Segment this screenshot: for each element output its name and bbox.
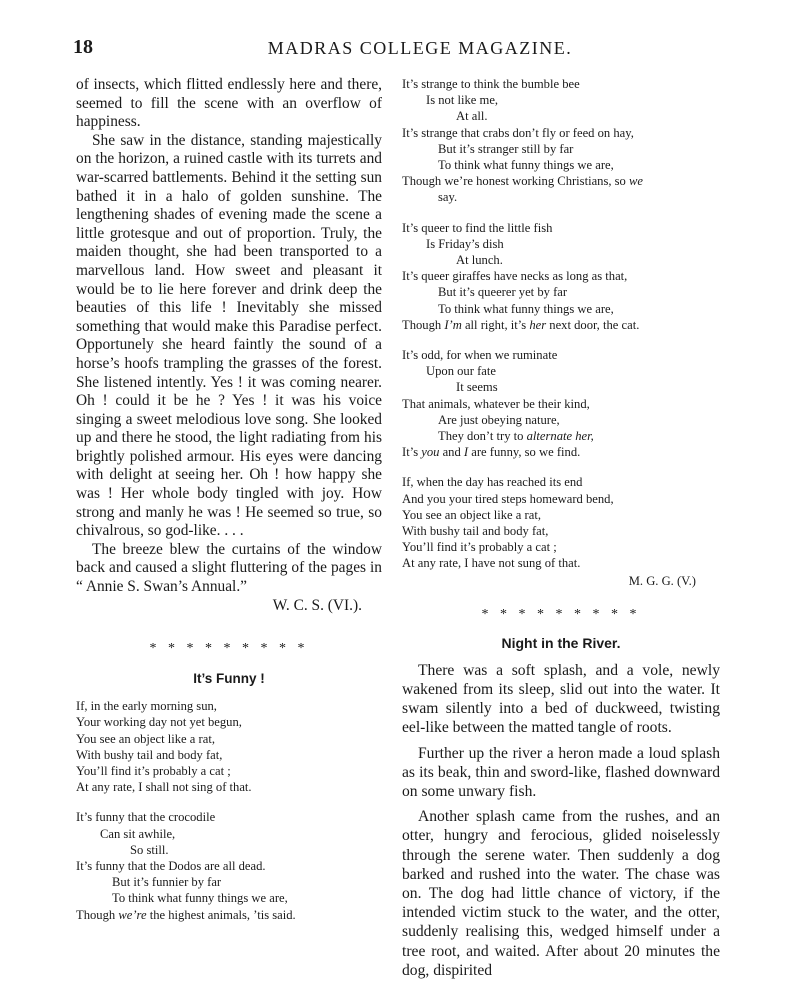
poem-line: At any rate, I have not sung of that.: [402, 556, 581, 571]
poem-line: Can sit awhile,: [100, 826, 176, 841]
poem-line: If, in the early morning sun,: [76, 699, 217, 714]
section-separator: * * * * * * * * *: [481, 606, 641, 622]
poem-text: Though: [76, 907, 119, 922]
poem-line: [402, 444, 720, 460]
poem-text: all right, it’s: [461, 317, 530, 332]
poem-text: Though we’re honest working Christians, so: [402, 174, 630, 189]
poem-emphasis: we: [629, 174, 644, 189]
poem-signature: M. G. G. (V.): [628, 573, 696, 588]
poem-line: It seems: [456, 380, 498, 395]
poem-line: It’s strange that crabs don’t fly or feed on hay,: [402, 125, 634, 140]
poem-title: It’s Funny !: [193, 671, 265, 687]
poem-text: the highest animals, ’tis said.: [146, 907, 296, 922]
poem-line: [402, 428, 720, 444]
story-night-in-the-river: [402, 661, 720, 980]
poem-line: It’s queer to find the little fish: [402, 220, 553, 235]
poem-line: To think what funny things we are,: [438, 301, 614, 316]
poem-line: That animals, whatever be their kind,: [402, 396, 590, 411]
poem-line: But it’s stranger still by far: [438, 141, 574, 156]
poem-stanza: [402, 76, 720, 206]
left-column: [76, 76, 382, 937]
poem-emphasis: alternate her,: [526, 429, 594, 444]
poem-line: To think what funny things we are,: [438, 158, 614, 173]
poem-emphasis: I’m: [444, 317, 462, 332]
poem-line: And you your tired steps homeward bend,: [402, 491, 614, 506]
poem-text: It’s: [402, 445, 422, 460]
poem-line: But it’s queerer yet by far: [438, 285, 568, 300]
page-number: 18: [73, 36, 93, 58]
poem-line: It’s funny that the crocodile: [76, 810, 216, 825]
poem-line: [402, 173, 720, 189]
poem-line: At any rate, I shall not sing of that.: [76, 780, 252, 795]
poem-stanza: [402, 347, 720, 460]
story-paragraph: She saw in the distance, standing majestically on the horizon, a ruined castle with its turrets and war-scarred battlements. Behind it the setting sun bathed it in a halo of golden sunshine. The lengthening shades of evening made the scene a little grotesque and out of proportion. Truly, the maiden thought, she had been transported to a marvellous land. How sweet and pleasant it would be to lie here forever and drink deep the beauties of this life ! Inevitably she missed something that would make this Paradise perfect. Opportunely she heard faintly the sound of a horse’s hoofs trampling the grasses of the forest. She listened intently. Yes ! it was coming nearer. Oh ! could it be he ? Yes ! it was his voice singing a sweet melodious love song. She looked up and there he stood, the light radiating from his brightly polished armour. His eyes were dancing with delight at seeing her. Oh ! how happy she was ! Her whole body tingled with joy. How strong and manly he was ! He seemed so true, so chivalrous, so god-like. . . .: [76, 131, 382, 540]
poem-line: Your working day not yet begun,: [76, 715, 242, 730]
poem-text: are funny, so we find.: [468, 445, 581, 460]
poem-line: With bushy tail and body fat,: [402, 524, 549, 539]
poem-line: It’s queer giraffes have necks as long as that,: [402, 269, 628, 284]
poem-line: You see an object like a rat,: [76, 731, 215, 746]
story-paragraph: Another splash came from the rushes, and an otter, hungry and ferocious, glided noiselessly through the serene water. Then suddenly a dog barked and rushed into the water. The chase was on. The dog had little chance of victory, if the intended victim stuck to the water, and the otter, suddenly realising this, wedged himself under a tree root, and waited. After about 20 minutes the dog, dispirited: [402, 808, 720, 979]
poem-line: Is Friday’s dish: [426, 236, 504, 251]
poem-stanza: [76, 809, 382, 922]
poem-text: and: [439, 445, 464, 460]
poem-emphasis: I: [463, 445, 469, 460]
poem-line: Upon our fate: [426, 364, 496, 379]
story-title: Night in the River.: [501, 634, 621, 651]
poem-line: It’s odd, for when we ruminate: [402, 348, 558, 363]
poem-line: Are just obeying nature,: [438, 412, 560, 427]
story-signature: W. C. S. (VI.).: [272, 596, 362, 614]
story-paragraph: There was a soft splash, and a vole, newly wakened from its sleep, slid out into the water. It swam silently into a bed of duckweed, twisting eel-like between the matted tangle of roots.: [402, 661, 720, 737]
poem-emphasis: you: [421, 445, 440, 460]
right-column: [402, 76, 720, 986]
poem-stanza: [402, 474, 720, 571]
poem-line: Is not like me,: [426, 93, 499, 108]
poem-line: With bushy tail and body fat,: [76, 747, 223, 762]
poem-emphasis: her: [529, 317, 547, 332]
poem-line: say.: [438, 190, 458, 205]
poem-line: At all.: [456, 109, 488, 124]
poem-line: But it’s funnier by far: [112, 875, 222, 890]
poem-line: At lunch.: [456, 253, 503, 268]
section-separator: * * * * * * * * *: [149, 641, 309, 657]
story-continuation: [76, 76, 382, 597]
poem-line: So still.: [130, 842, 169, 857]
poem-text: They don’t try to: [438, 429, 527, 444]
poem-line: You’ll find it’s probably a cat ;: [76, 764, 231, 779]
story-paragraph: of insects, which flitted endlessly here and there, seemed to fill the scene with an overflow of happiness.: [76, 76, 382, 131]
running-head: MADRAS COLLEGE MAGAZINE.: [267, 38, 573, 58]
poem-stanza: [76, 698, 382, 795]
poem-line: To think what funny things we are,: [112, 891, 288, 906]
poem-line: It’s strange to think the bumble bee: [402, 77, 580, 91]
poem-line: [76, 907, 382, 923]
poem-line: It’s funny that the Dodos are all dead.: [76, 859, 266, 874]
poem-line: [402, 317, 720, 333]
poem: [76, 698, 382, 923]
poem-line: If, when the day has reached its end: [402, 475, 583, 490]
poem-emphasis: we’re: [118, 907, 147, 922]
story-paragraph: The breeze blew the curtains of the window back and caused a slight fluttering of the pages in “ Annie S. Swan’s Annual.”: [76, 540, 382, 596]
poem-stanza: [402, 220, 720, 333]
poem-line: You see an object like a rat,: [402, 507, 541, 522]
poem-text: next door, the cat.: [546, 317, 640, 332]
poem-text: Though: [402, 317, 445, 332]
story-paragraph: Further up the river a heron made a loud splash as its beak, thin and sword-like, flashed downward on some unwary fish.: [402, 744, 720, 800]
poem-line: You’ll find it’s probably a cat ;: [402, 540, 557, 555]
poem-continued: [402, 76, 720, 572]
